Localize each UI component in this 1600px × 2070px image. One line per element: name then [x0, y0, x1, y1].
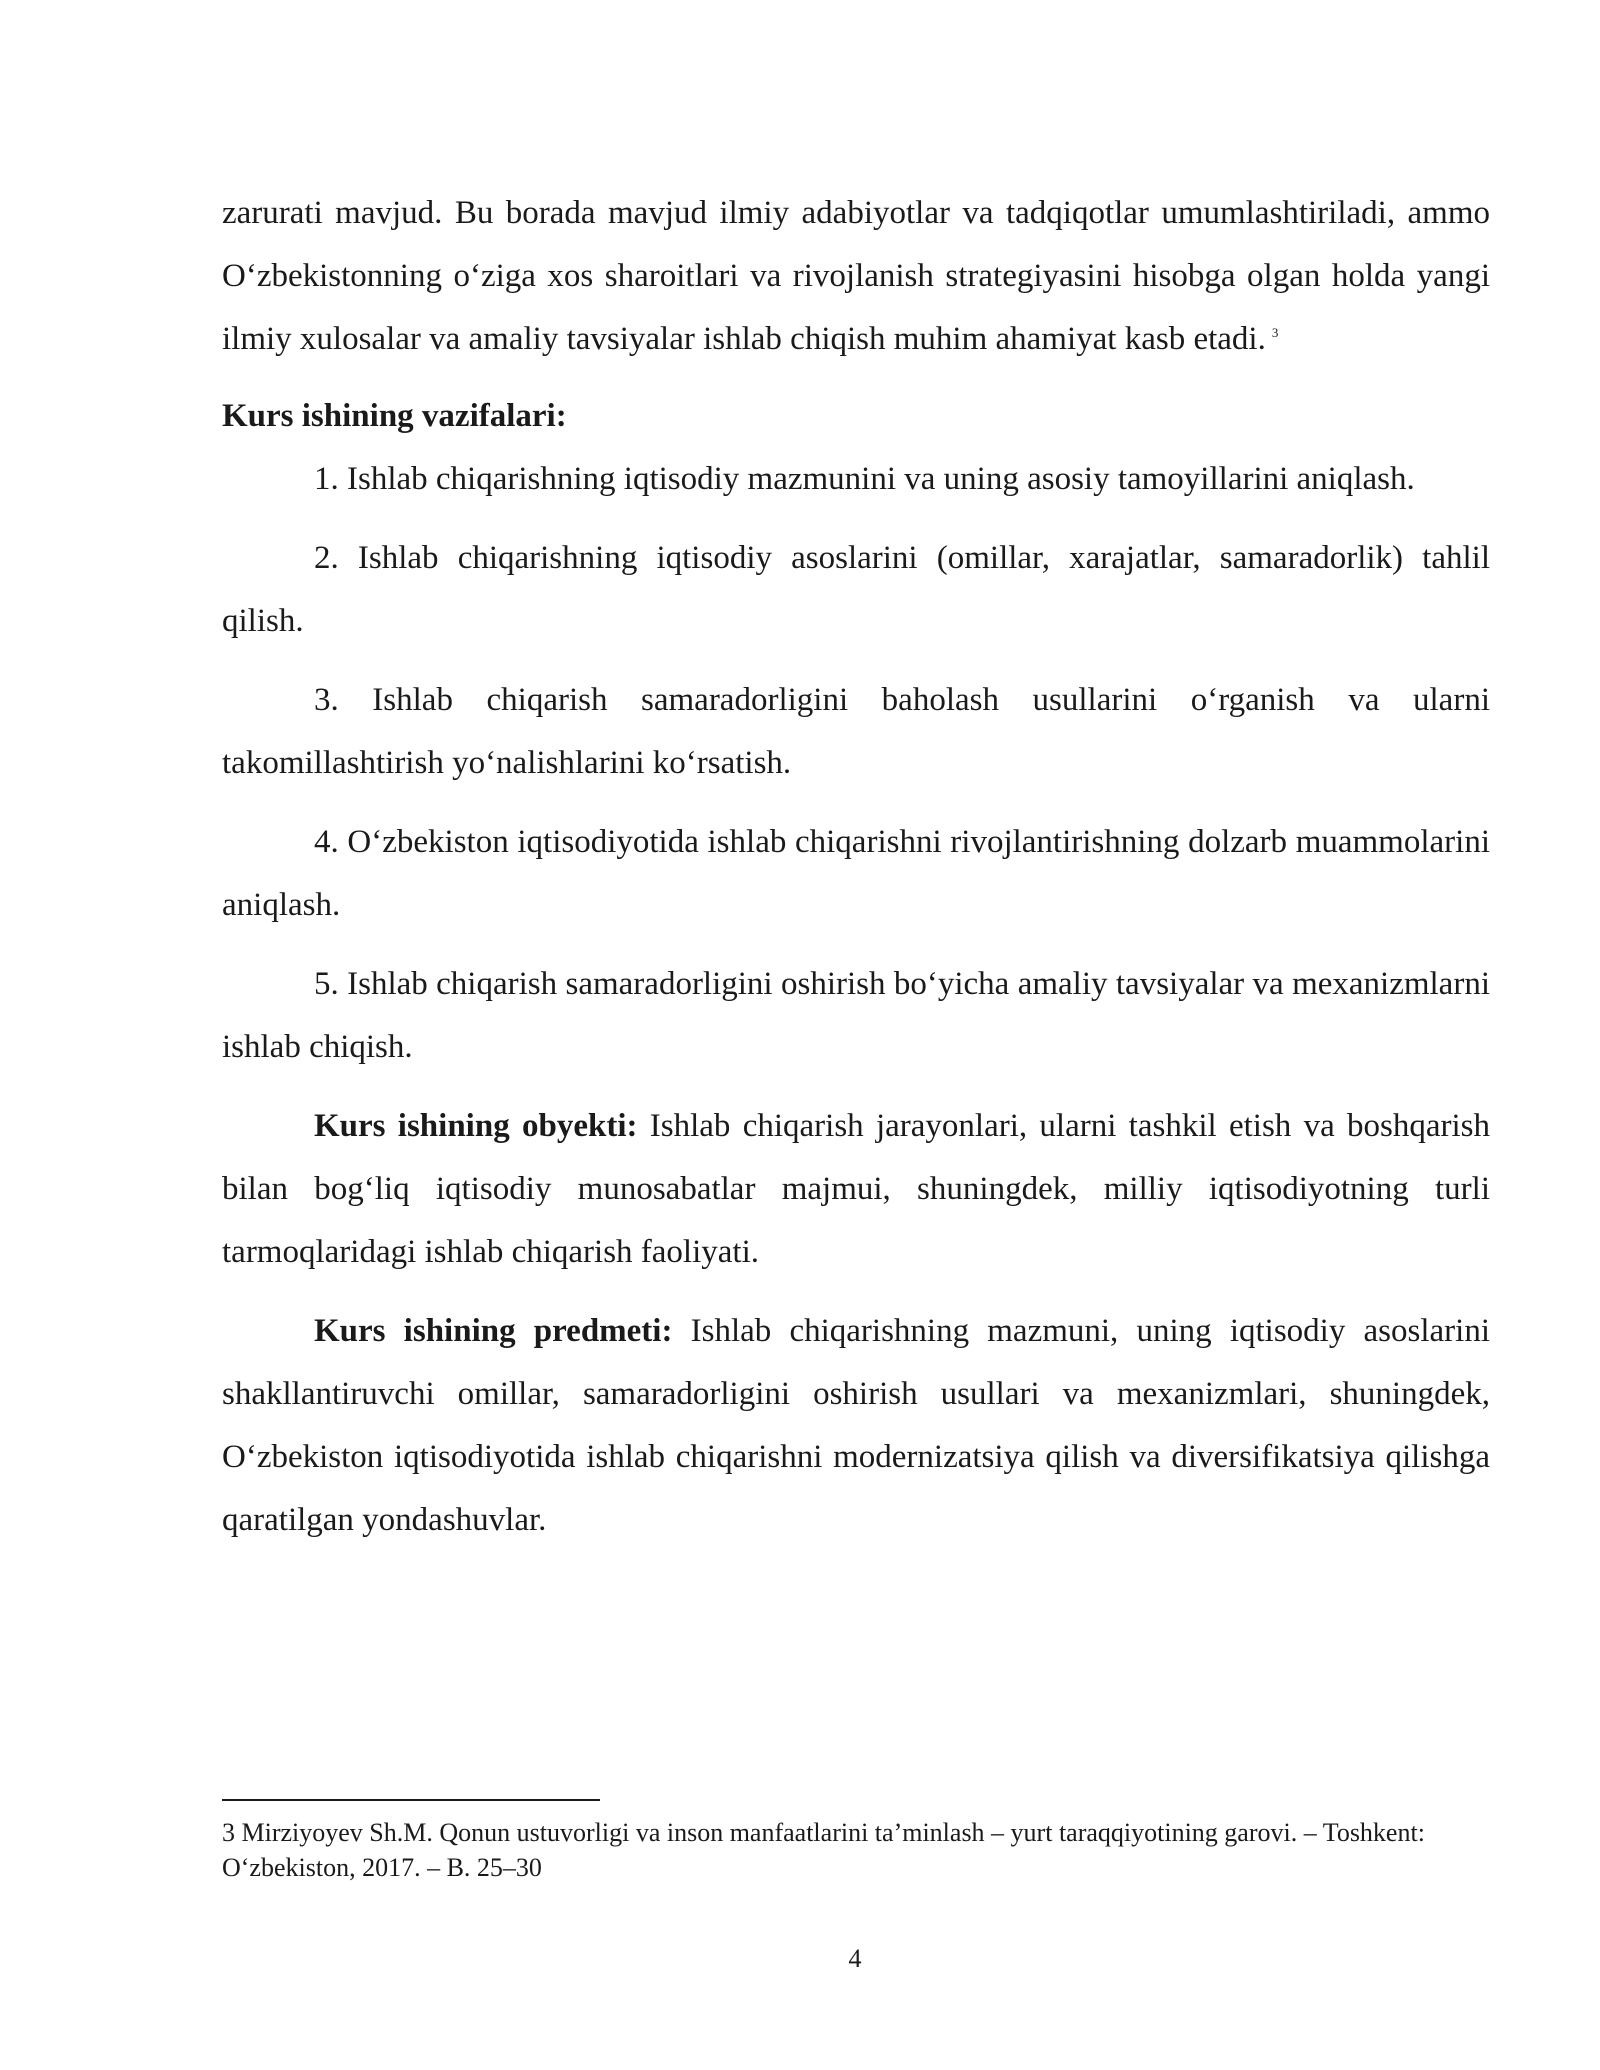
tasks-heading: Kurs ishining vazifalari:: [222, 398, 567, 434]
task-item-4: 4. O‘zbekiston iqtisodiyotida ishlab chiqarishni rivojlantirishning dolzarb muammolarini aniqlash.: [222, 824, 1490, 923]
footnote-separator: [222, 1799, 600, 1801]
object-text: Ishlab chiqarish jarayonlari, ularni tashkil etish va boshqarish bilan bog‘liq iqtisodiy munosabatlar majmui, shuningdek, milliy iqtisodiyotning turli tarmoqlaridagi ishlab chiqarish faoliyati.: [222, 1108, 1491, 1270]
intro-paragraph-text: zarurati mavjud. Bu borada mavjud ilmiy adabiyotlar va tadqiqotlar umumlashtiriladi, ammo O‘zbekistonning o‘ziga xos sharoitlari va rivojlanish strategiyasini hisobga olgan holda yangi ilmiy xulosalar va amaliy tavsiyalar ishlab chiqish muhim ahamiyat kasb etadi.: [222, 195, 1490, 357]
task-item-3: 3. Ishlab chiqarish samaradorligini baholash usullarini o‘rganish va ularni takomillashtirish yo‘nalishlarini ko‘rsatish.: [222, 682, 1490, 781]
task-item-2: 2. Ishlab chiqarishning iqtisodiy asoslarini (omillar, xarajatlar, samaradorlik) tahlil qilish.: [222, 540, 1490, 639]
subject-paragraph: [222, 1300, 1490, 1552]
intro-paragraph: [222, 182, 1490, 371]
footnote-reference: 3: [1271, 325, 1279, 340]
task-item-1: 1. Ishlab chiqarishning iqtisodiy mazmunini va uning asosiy tamoyillarini aniqlash.: [314, 461, 1415, 497]
task-item-5: 5. Ishlab chiqarish samaradorligini oshirish bo‘yicha amaliy tavsiyalar va mexanizmlarni ishlab chiqish.: [222, 966, 1490, 1065]
subject-label: Kurs ishining predmeti:: [314, 1313, 673, 1349]
subject-text: Ishlab chiqarishning mazmuni, uning iqtisodiy asoslarini shakllantiruvchi omillar, samaradorligini oshirish usullari va mexanizmlari, shuningdek, O‘zbekiston iqtisodiyotida ishlab chiqarishni modernizatsiya qilish va diversifikatsiya qilishga qaratilgan yondashuvlar.: [222, 1313, 1490, 1538]
page-number: 4: [848, 1944, 862, 1973]
object-paragraph: [222, 1095, 1490, 1284]
footnote-text: 3 Mirziyoyev Sh.M. Qonun ustuvorligi va inson manfaatlarini ta’minlash – yurt taraqqiyotining garovi. – Toshkent: O‘zbekiston, 2017. – B. 25–30: [222, 1818, 1425, 1882]
document-body: [222, 182, 1490, 1552]
object-label: Kurs ishining obyekti:: [314, 1108, 638, 1144]
